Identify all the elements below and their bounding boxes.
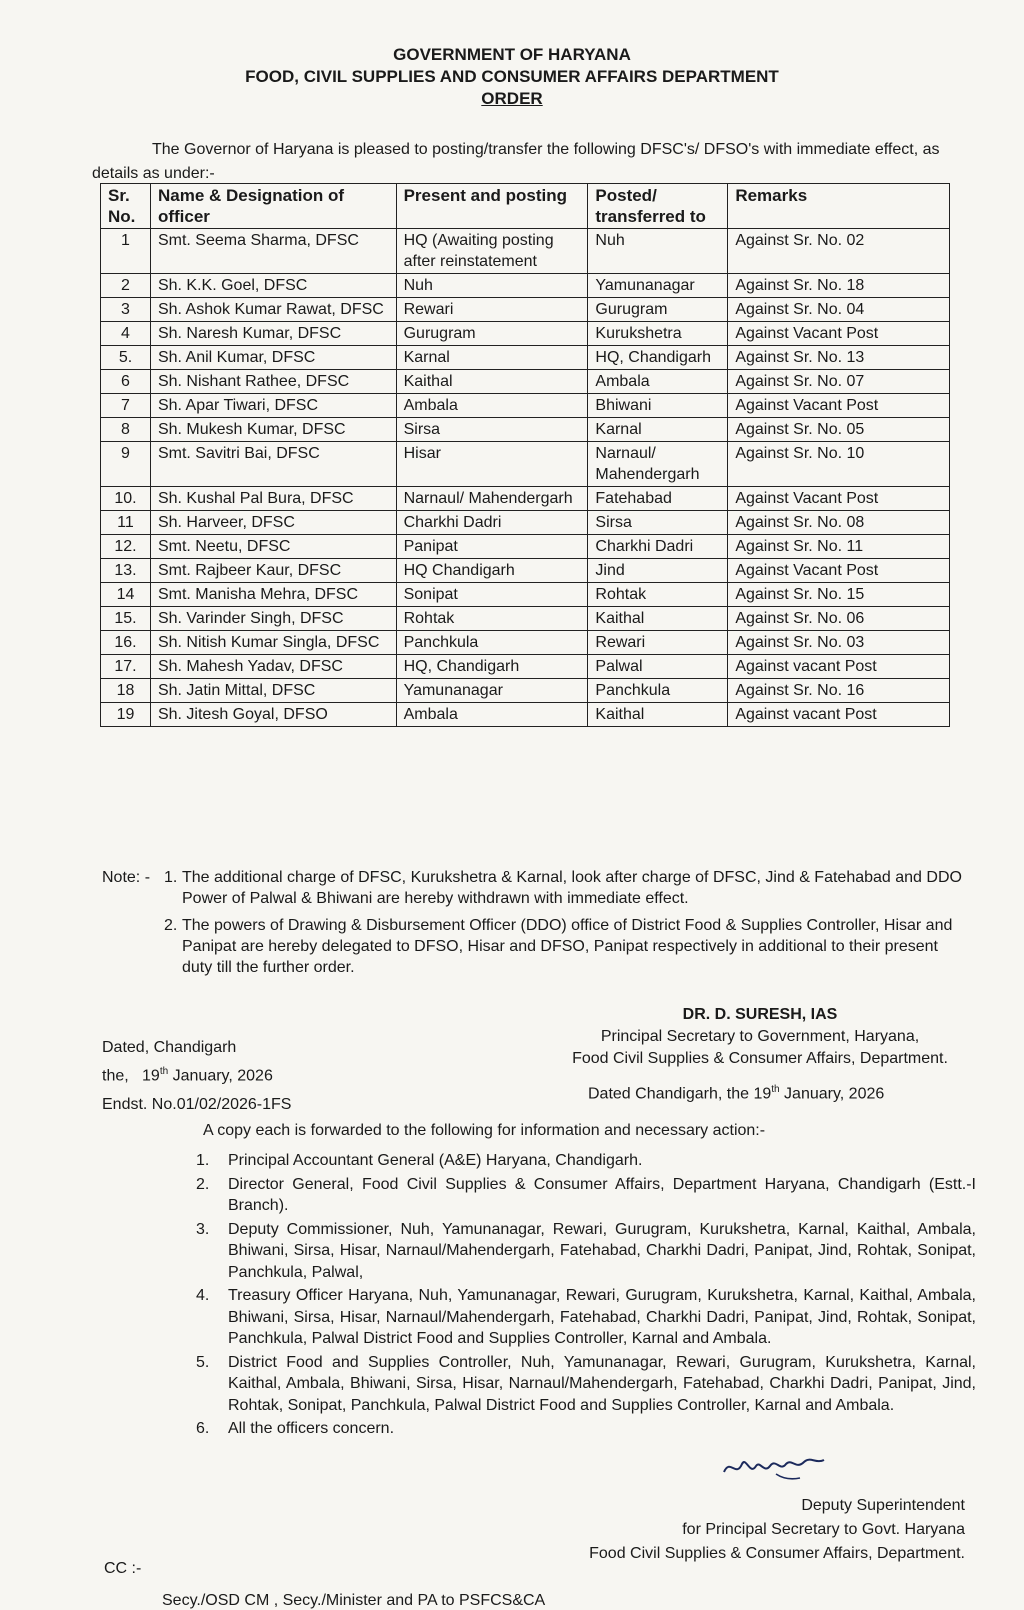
note-text: The additional charge of DFSC, Kurukshetra & Karnal, look after charge of DFSC, Jind & Fatehabad and DDO Power of Palwal & Bhiwani are hereby withdrawn with immediate effect. xyxy=(182,869,962,907)
table-cell: Against Sr. No. 18 xyxy=(728,274,950,298)
table-row xyxy=(101,346,950,370)
table-cell: Nuh xyxy=(396,274,588,298)
govt-title: GOVERNMENT OF HARYANA xyxy=(393,45,631,64)
table-cell: Against vacant Post xyxy=(728,703,950,727)
table-cell: Against Sr. No. 13 xyxy=(728,346,950,370)
note-number: 2. xyxy=(164,917,178,934)
table-cell: Against Sr. No. 04 xyxy=(728,298,950,322)
list-item xyxy=(196,1285,976,1350)
table-cell: Smt. Savitri Bai, DFSC xyxy=(150,442,396,487)
table-cell: Against Sr. No. 05 xyxy=(728,418,950,442)
note-item xyxy=(102,915,962,978)
table-row xyxy=(101,442,950,487)
table-row xyxy=(101,394,950,418)
list-item-text: All the officers concern. xyxy=(228,1420,395,1437)
table-cell: 11 xyxy=(101,511,151,535)
table-cell: Sh. Nishant Rathee, DFSC xyxy=(150,370,396,394)
note-label: Note: - xyxy=(102,869,151,886)
table-row xyxy=(101,631,950,655)
table-cell: Gurugram xyxy=(588,298,728,322)
table-cell: Against vacant Post xyxy=(728,655,950,679)
intro-paragraph: The Governor of Haryana is pleased to posting/transfer the following DFSC's/ DFSO's with immediate effect, as details as under:- xyxy=(92,141,940,182)
list-item xyxy=(196,1174,976,1217)
table-cell: Rewari xyxy=(396,298,588,322)
table-cell: Fatehabad xyxy=(588,487,728,511)
table-cell: 3 xyxy=(101,298,151,322)
cc-recipients: Secy./OSD CM , Secy./Minister and PA to PSFCS&CA xyxy=(162,1592,546,1609)
list-item-text: Treasury Officer Haryana, Nuh, Yamunanagar, Rewari, Gurugram, Kurukshetra, Karnal, Kaithal, Ambala, Bhiwani, Sirsa, Hisar, Narnaul/Mahendergarh, Fatehabad, Charkhi Dadri, Panipat, Jind, Rohtak, Sonipat, Panchkula, Palwal District Food and Supplies Controller, Karnal and Ambala. xyxy=(228,1287,976,1347)
table-cell: 13. xyxy=(101,559,151,583)
table-cell: Sh. Nitish Kumar Singla, DFSC xyxy=(150,631,396,655)
table-cell: Karnal xyxy=(396,346,588,370)
signatory-department: Food Civil Supplies & Consumer Affairs, Department. xyxy=(572,1050,948,1067)
table-cell: HQ (Awaiting posting after reinstatement xyxy=(396,229,588,274)
table-cell: Panchkula xyxy=(396,631,588,655)
table-cell: Kaithal xyxy=(396,370,588,394)
table-row xyxy=(101,679,950,703)
table-row xyxy=(101,370,950,394)
table-row xyxy=(101,583,950,607)
table-cell: Sirsa xyxy=(588,511,728,535)
forward-intro: A copy each is forwarded to the following for information and necessary action:- xyxy=(203,1122,766,1139)
table-cell: Ambala xyxy=(396,703,588,727)
table-row xyxy=(101,535,950,559)
table-cell: Against Sr. No. 03 xyxy=(728,631,950,655)
table-cell: Kurukshetra xyxy=(588,322,728,346)
deputy-title: Deputy Superintendent xyxy=(801,1497,965,1514)
deputy-block xyxy=(585,1494,965,1566)
table-cell: Against Vacant Post xyxy=(728,322,950,346)
table-header-row xyxy=(101,184,950,229)
table-cell: Karnal xyxy=(588,418,728,442)
list-item xyxy=(196,1150,976,1172)
table-cell: 19 xyxy=(101,703,151,727)
table-cell: Narnaul/ Mahendergarh xyxy=(588,442,728,487)
note-item xyxy=(102,867,962,909)
table-row xyxy=(101,274,950,298)
table-cell: Panchkula xyxy=(588,679,728,703)
cc-label: CC :- xyxy=(104,1560,142,1577)
table-cell: Sh. K.K. Goel, DFSC xyxy=(150,274,396,298)
table-cell: Sh. Apar Tiwari, DFSC xyxy=(150,394,396,418)
table-cell: 1 xyxy=(101,229,151,274)
table-cell: Against Vacant Post xyxy=(728,394,950,418)
table-cell: Sh. Varinder Singh, DFSC xyxy=(150,607,396,631)
list-item-text: Director General, Food Civil Supplies & Consumer Affairs, Department Haryana, Chandigarh (Estt.-I Branch). xyxy=(228,1175,976,1214)
list-item-text: Principal Accountant General (A&E) Haryana, Chandigarh. xyxy=(228,1152,643,1169)
table-row xyxy=(101,322,950,346)
table-cell: Hisar xyxy=(396,442,588,487)
signatory-name: DR. D. SURESH, IAS xyxy=(682,1006,838,1023)
table-row xyxy=(101,229,950,274)
table-cell: Gurugram xyxy=(396,322,588,346)
table-cell: Sh. Kushal Pal Bura, DFSC xyxy=(150,487,396,511)
table-cell: Sh. Mukesh Kumar, DFSC xyxy=(150,418,396,442)
table-cell: Sh. Harveer, DFSC xyxy=(150,511,396,535)
table-row xyxy=(101,487,950,511)
signature xyxy=(720,1448,830,1493)
table-cell: 4 xyxy=(101,322,151,346)
table-cell: Narnaul/ Mahendergarh xyxy=(396,487,588,511)
list-item-number: 1. xyxy=(196,1152,210,1169)
deputy-for: for Principal Secretary to Govt. Haryana xyxy=(682,1521,965,1538)
table-cell: 10. xyxy=(101,487,151,511)
table-cell: Against Sr. No. 10 xyxy=(728,442,950,487)
transfer-table xyxy=(100,183,950,727)
table-row xyxy=(101,703,950,727)
table-cell: 14 xyxy=(101,583,151,607)
order-title: ORDER xyxy=(481,89,543,108)
list-item-text: Deputy Commissioner, Nuh, Yamunanagar, Rewari, Gurugram, Kurukshetra, Karnal, Kaithal, Ambala, Bhiwani, Sirsa, Hisar, Narnaul/Mahendergarh, Fatehabad, Charkhi Dadri, Panipat, Jind, Rohtak, Sonipat, Panchkula, Palwal, xyxy=(228,1220,976,1281)
table-cell: 7 xyxy=(101,394,151,418)
list-item-number: 2. xyxy=(196,1175,210,1193)
table-cell: 6 xyxy=(101,370,151,394)
signatory-title: Principal Secretary to Government, Haryana, xyxy=(600,1028,920,1045)
deputy-department: Food Civil Supplies & Consumer Affairs, Department. xyxy=(589,1545,965,1562)
dated-date: the, 19th January, 2026 xyxy=(102,1066,273,1085)
list-item-number: 5. xyxy=(196,1353,210,1371)
table-cell: Kaithal xyxy=(588,607,728,631)
table-cell: 12. xyxy=(101,535,151,559)
table-header-cell: Sr. No. xyxy=(101,184,151,229)
table-cell: Against Vacant Post xyxy=(728,487,950,511)
list-item-number: 4. xyxy=(196,1287,210,1304)
table-cell: Rewari xyxy=(588,631,728,655)
table-cell: Yamunanagar xyxy=(396,679,588,703)
table-cell: Against Sr. No. 15 xyxy=(728,583,950,607)
table-cell: 5. xyxy=(101,346,151,370)
document-header xyxy=(0,44,1024,110)
table-cell: 17. xyxy=(101,655,151,679)
table-cell: Smt. Seema Sharma, DFSC xyxy=(150,229,396,274)
table-header-cell: Posted/ transferred to xyxy=(588,184,728,229)
table-cell: Against Sr. No. 08 xyxy=(728,511,950,535)
table-cell: Against Sr. No. 11 xyxy=(728,535,950,559)
table-cell: Against Sr. No. 06 xyxy=(728,607,950,631)
table-cell: HQ, Chandigarh xyxy=(588,346,728,370)
table-cell: Charkhi Dadri xyxy=(588,535,728,559)
table-cell: Smt. Neetu, DFSC xyxy=(150,535,396,559)
table-cell: Sh. Jatin Mittal, DFSC xyxy=(150,679,396,703)
dated-right: Dated Chandigarh, the 19th January, 2026 xyxy=(588,1084,885,1103)
table-cell: Sh. Jitesh Goyal, DFSO xyxy=(150,703,396,727)
table-cell: Bhiwani xyxy=(588,394,728,418)
list-item xyxy=(196,1418,976,1440)
list-item-number: 3. xyxy=(196,1220,210,1238)
table-cell: Sh. Mahesh Yadav, DFSC xyxy=(150,655,396,679)
table-header-cell: Remarks xyxy=(728,184,950,229)
table-cell: Against Sr. No. 16 xyxy=(728,679,950,703)
table-cell: Sirsa xyxy=(396,418,588,442)
table-cell: 16. xyxy=(101,631,151,655)
dated-place: Dated, Chandigarh xyxy=(102,1039,237,1056)
table-cell: Smt. Manisha Mehra, DFSC xyxy=(150,583,396,607)
table-cell: Charkhi Dadri xyxy=(396,511,588,535)
table-cell: Sh. Ashok Kumar Rawat, DFSC xyxy=(150,298,396,322)
list-item-text: District Food and Supplies Controller, Nuh, Yamunanagar, Rewari, Gurugram, Kurukshetra, Karnal, Kaithal, Ambala, Bhiwani, Sirsa, Hisar, Narnaul/Mahendergarh, Fatehabad, Charkhi Dadri, Panipat, Jind, Rohtak, Sonipat, Panchkula, Palwal District Food and Supplies Controller, Karnal and Ambala. xyxy=(228,1353,976,1414)
list-item xyxy=(196,1352,976,1417)
table-cell: 15. xyxy=(101,607,151,631)
table-header-cell: Present and posting xyxy=(396,184,588,229)
table-cell: Sonipat xyxy=(396,583,588,607)
table-cell: Sh. Naresh Kumar, DFSC xyxy=(150,322,396,346)
list-item-number: 6. xyxy=(196,1420,210,1437)
copy-list xyxy=(196,1150,976,1442)
endorsement-number: Endst. No.01/02/2026-1FS xyxy=(102,1096,292,1113)
table-row xyxy=(101,418,950,442)
department-title: FOOD, CIVIL SUPPLIES AND CONSUMER AFFAIRS DEPARTMENT xyxy=(245,67,779,86)
table-cell: Ambala xyxy=(396,394,588,418)
dated-left xyxy=(102,1036,273,1088)
list-item xyxy=(196,1219,976,1284)
table-cell: Against Vacant Post xyxy=(728,559,950,583)
table-cell: Nuh xyxy=(588,229,728,274)
notes-section xyxy=(102,867,962,978)
table-cell: HQ, Chandigarh xyxy=(396,655,588,679)
table-header-cell: Name & Designation of officer xyxy=(150,184,396,229)
table-row xyxy=(101,559,950,583)
table-row xyxy=(101,298,950,322)
table-cell: Rohtak xyxy=(396,607,588,631)
table-row xyxy=(101,607,950,631)
table-cell: 2 xyxy=(101,274,151,298)
table-cell: Jind xyxy=(588,559,728,583)
table-cell: Yamunanagar xyxy=(588,274,728,298)
table-cell: 8 xyxy=(101,418,151,442)
signatory-block xyxy=(560,1004,960,1070)
table-row xyxy=(101,655,950,679)
table-cell: Against Sr. No. 07 xyxy=(728,370,950,394)
table-body xyxy=(101,229,950,727)
table-cell: Against Sr. No. 02 xyxy=(728,229,950,274)
table-cell: 18 xyxy=(101,679,151,703)
table-cell: Rohtak xyxy=(588,583,728,607)
note-text: The powers of Drawing & Disbursement Officer (DDO) office of District Food & Supplies Controller, Hisar and Panipat are hereby delegated to DFSO, Hisar and DFSO, Panipat respectively in additional to their present duty till the further order. xyxy=(182,917,953,976)
table-cell: Sh. Anil Kumar, DFSC xyxy=(150,346,396,370)
table-cell: Palwal xyxy=(588,655,728,679)
table-cell: Kaithal xyxy=(588,703,728,727)
table-cell: Smt. Rajbeer Kaur, DFSC xyxy=(150,559,396,583)
table-cell: Panipat xyxy=(396,535,588,559)
table-cell: 9 xyxy=(101,442,151,487)
table-cell: HQ Chandigarh xyxy=(396,559,588,583)
note-number: 1. xyxy=(164,869,178,886)
table-cell: Ambala xyxy=(588,370,728,394)
table-row xyxy=(101,511,950,535)
